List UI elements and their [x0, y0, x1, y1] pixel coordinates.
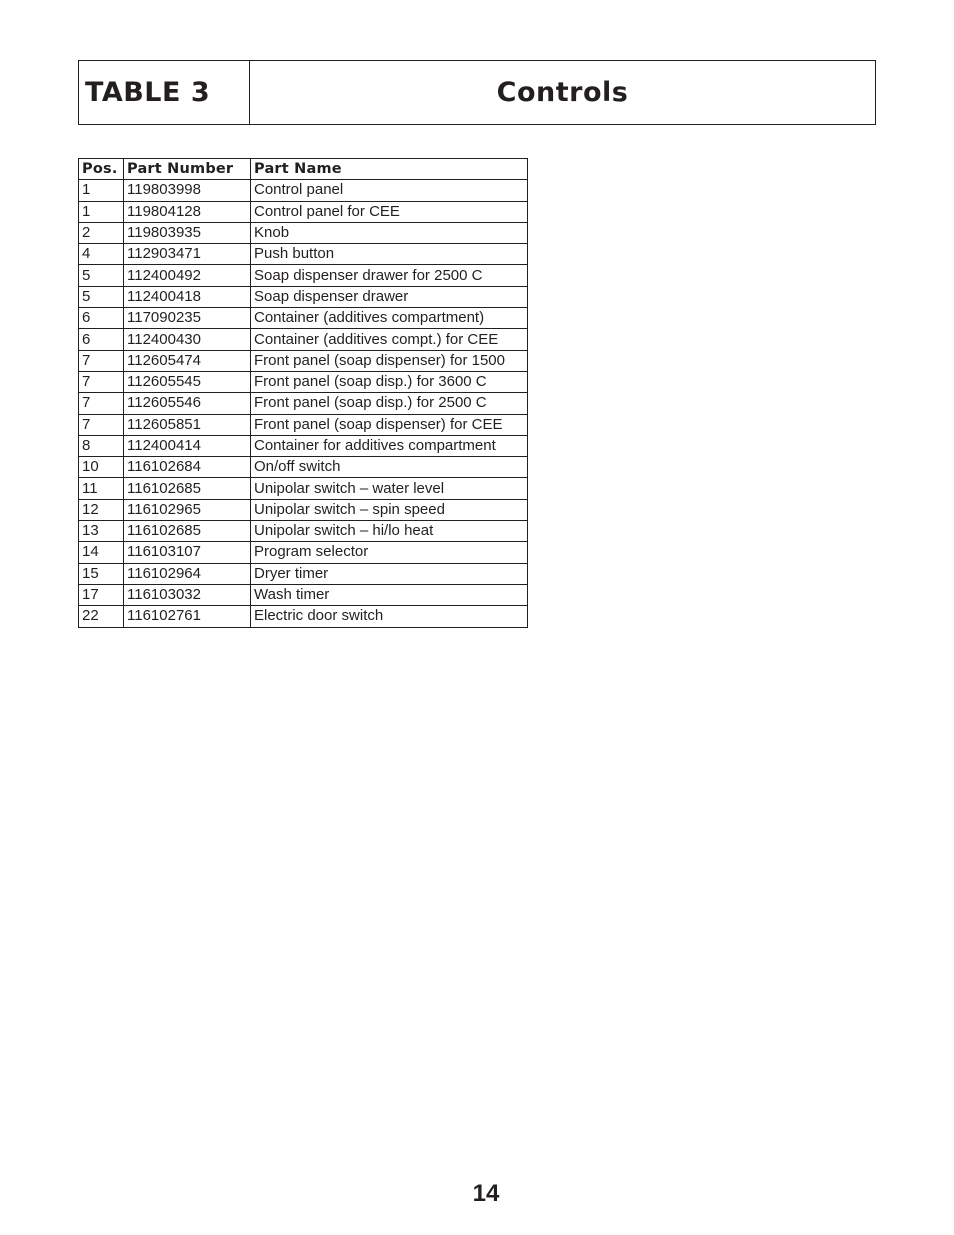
cell-part-name: Knob — [251, 222, 528, 243]
cell-pos: 6 — [79, 329, 124, 350]
cell-part-name: Push button — [251, 244, 528, 265]
cell-part-number: 116103032 — [124, 584, 251, 605]
cell-part-number: 112605474 — [124, 350, 251, 371]
table-row — [79, 201, 528, 222]
table-label-cell — [79, 61, 250, 124]
cell-pos: 7 — [79, 350, 124, 371]
cell-pos: 8 — [79, 435, 124, 456]
cell-part-number: 116102685 — [124, 478, 251, 499]
cell-part-number: 112605851 — [124, 414, 251, 435]
cell-part-name: Container (additives compartment) — [251, 308, 528, 329]
table-title-cell — [250, 61, 875, 124]
column-header-pos: Pos. — [79, 159, 124, 180]
cell-pos: 17 — [79, 584, 124, 605]
table-row — [79, 329, 528, 350]
cell-pos: 1 — [79, 180, 124, 201]
table-row — [79, 222, 528, 243]
cell-pos: 13 — [79, 521, 124, 542]
cell-pos: 12 — [79, 499, 124, 520]
table-row — [79, 499, 528, 520]
table-row — [79, 371, 528, 392]
table-row — [79, 308, 528, 329]
page-number: 14 — [472, 1180, 500, 1207]
table-row — [79, 414, 528, 435]
cell-part-number: 112400430 — [124, 329, 251, 350]
table-row — [79, 286, 528, 307]
cell-part-number: 112400492 — [124, 265, 251, 286]
table-row — [79, 265, 528, 286]
cell-pos: 10 — [79, 457, 124, 478]
cell-part-name: Unipolar switch – spin speed — [251, 499, 528, 520]
cell-part-number: 119803998 — [124, 180, 251, 201]
page-title: Controls — [496, 77, 629, 108]
cell-part-name: On/off switch — [251, 457, 528, 478]
cell-part-name: Container (additives compt.) for CEE — [251, 329, 528, 350]
table-header-row — [79, 159, 528, 180]
cell-part-number: 116102761 — [124, 606, 251, 627]
cell-part-name: Unipolar switch – hi/lo heat — [251, 521, 528, 542]
table-row — [79, 180, 528, 201]
cell-part-number: 112400418 — [124, 286, 251, 307]
cell-part-name: Soap dispenser drawer for 2500 C — [251, 265, 528, 286]
parts-table-body — [79, 180, 528, 627]
cell-part-name: Front panel (soap disp.) for 2500 C — [251, 393, 528, 414]
cell-part-name: Electric door switch — [251, 606, 528, 627]
table-row — [79, 521, 528, 542]
cell-pos: 11 — [79, 478, 124, 499]
cell-part-name: Front panel (soap dispenser) for CEE — [251, 414, 528, 435]
cell-part-number: 116103107 — [124, 542, 251, 563]
table-row — [79, 435, 528, 456]
cell-part-name: Dryer timer — [251, 563, 528, 584]
cell-pos: 4 — [79, 244, 124, 265]
cell-pos: 1 — [79, 201, 124, 222]
cell-part-name: Soap dispenser drawer — [251, 286, 528, 307]
cell-part-number: 112605545 — [124, 371, 251, 392]
cell-part-name: Control panel — [251, 180, 528, 201]
cell-pos: 15 — [79, 563, 124, 584]
cell-pos: 22 — [79, 606, 124, 627]
table-row — [79, 478, 528, 499]
table-row — [79, 457, 528, 478]
table-row — [79, 393, 528, 414]
cell-pos: 5 — [79, 286, 124, 307]
cell-pos: 5 — [79, 265, 124, 286]
cell-pos: 2 — [79, 222, 124, 243]
cell-pos: 7 — [79, 414, 124, 435]
cell-part-name: Container for additives compartment — [251, 435, 528, 456]
cell-pos: 7 — [79, 371, 124, 392]
cell-pos: 14 — [79, 542, 124, 563]
cell-part-number: 116102964 — [124, 563, 251, 584]
cell-part-number: 117090235 — [124, 308, 251, 329]
cell-pos: 6 — [79, 308, 124, 329]
cell-part-name: Control panel for CEE — [251, 201, 528, 222]
cell-pos: 7 — [79, 393, 124, 414]
table-row — [79, 542, 528, 563]
table-header — [78, 60, 876, 125]
cell-part-name: Wash timer — [251, 584, 528, 605]
cell-part-number: 112903471 — [124, 244, 251, 265]
cell-part-name: Front panel (soap dispenser) for 1500 — [251, 350, 528, 371]
table-label: TABLE 3 — [85, 77, 211, 108]
table-row — [79, 563, 528, 584]
cell-part-number: 119803935 — [124, 222, 251, 243]
parts-table — [78, 158, 528, 628]
cell-part-number: 116102965 — [124, 499, 251, 520]
cell-part-name: Front panel (soap disp.) for 3600 C — [251, 371, 528, 392]
table-row — [79, 244, 528, 265]
column-header-part-name: Part Name — [251, 159, 528, 180]
cell-part-number: 112400414 — [124, 435, 251, 456]
table-row — [79, 350, 528, 371]
cell-part-number: 112605546 — [124, 393, 251, 414]
cell-part-name: Unipolar switch – water level — [251, 478, 528, 499]
table-row — [79, 584, 528, 605]
cell-part-name: Program selector — [251, 542, 528, 563]
table-row — [79, 606, 528, 627]
cell-part-number: 116102685 — [124, 521, 251, 542]
cell-part-number: 119804128 — [124, 201, 251, 222]
column-header-part-number: Part Number — [124, 159, 251, 180]
cell-part-number: 116102684 — [124, 457, 251, 478]
